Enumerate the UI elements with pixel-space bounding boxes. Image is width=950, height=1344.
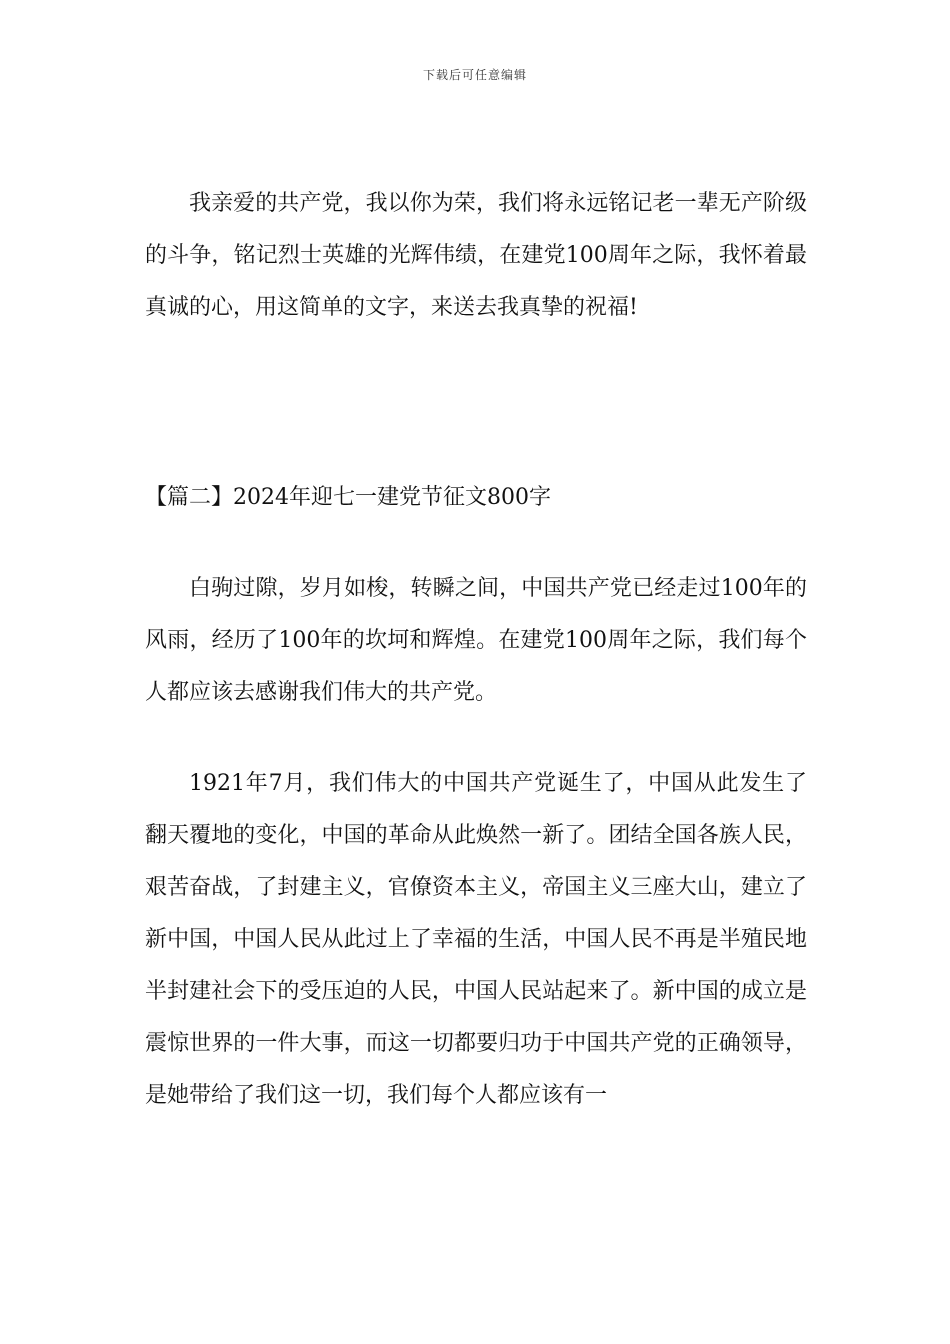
page-header-note: 下载后可任意编辑 [422, 68, 527, 82]
section-title: 【篇二】2024年迎七一建党节征文800字 [145, 485, 551, 510]
spacer [145, 719, 807, 758]
spacer [145, 334, 807, 472]
spacer [145, 524, 807, 563]
paragraph-closing-blessing: 我亲爱的共产党，我以你为荣，我们将永远铭记老一辈无产阶级的斗争，铭记烈士英雄的光辉伟绩，在建党100周年之际，我怀着最真诚的心，用这简单的文字，来送去我真挚的祝福! [145, 191, 807, 320]
paragraph-intro: 白驹过隙，岁月如梭，转瞬之间，中国共产党已经走过100年的风雨，经历了100年的坎坷和辉煌。在建党100周年之际，我们每个人都应该去感谢我们伟大的共产党。 [145, 576, 808, 705]
document-body [145, 178, 807, 1122]
paragraph-history: 1921年7月，我们伟大的中国共产党诞生了，中国从此发生了翻天覆地的变化，中国的革命从此焕然一新了。团结全国各族人民，艰苦奋战，了封建主义，官僚资本主义，帝国主义三座大山，建立了新中国，中国人民从此过上了幸福的生活，中国人民不再是半殖民地半封建社会下的受压迫的人民，中国人民站起来了。新中国的成立是震惊世界的一件大事，而这一切都要归功于中国共产党的正确领导，是她带给了我们这一切，我们每个人都应该有一 [145, 771, 807, 1108]
